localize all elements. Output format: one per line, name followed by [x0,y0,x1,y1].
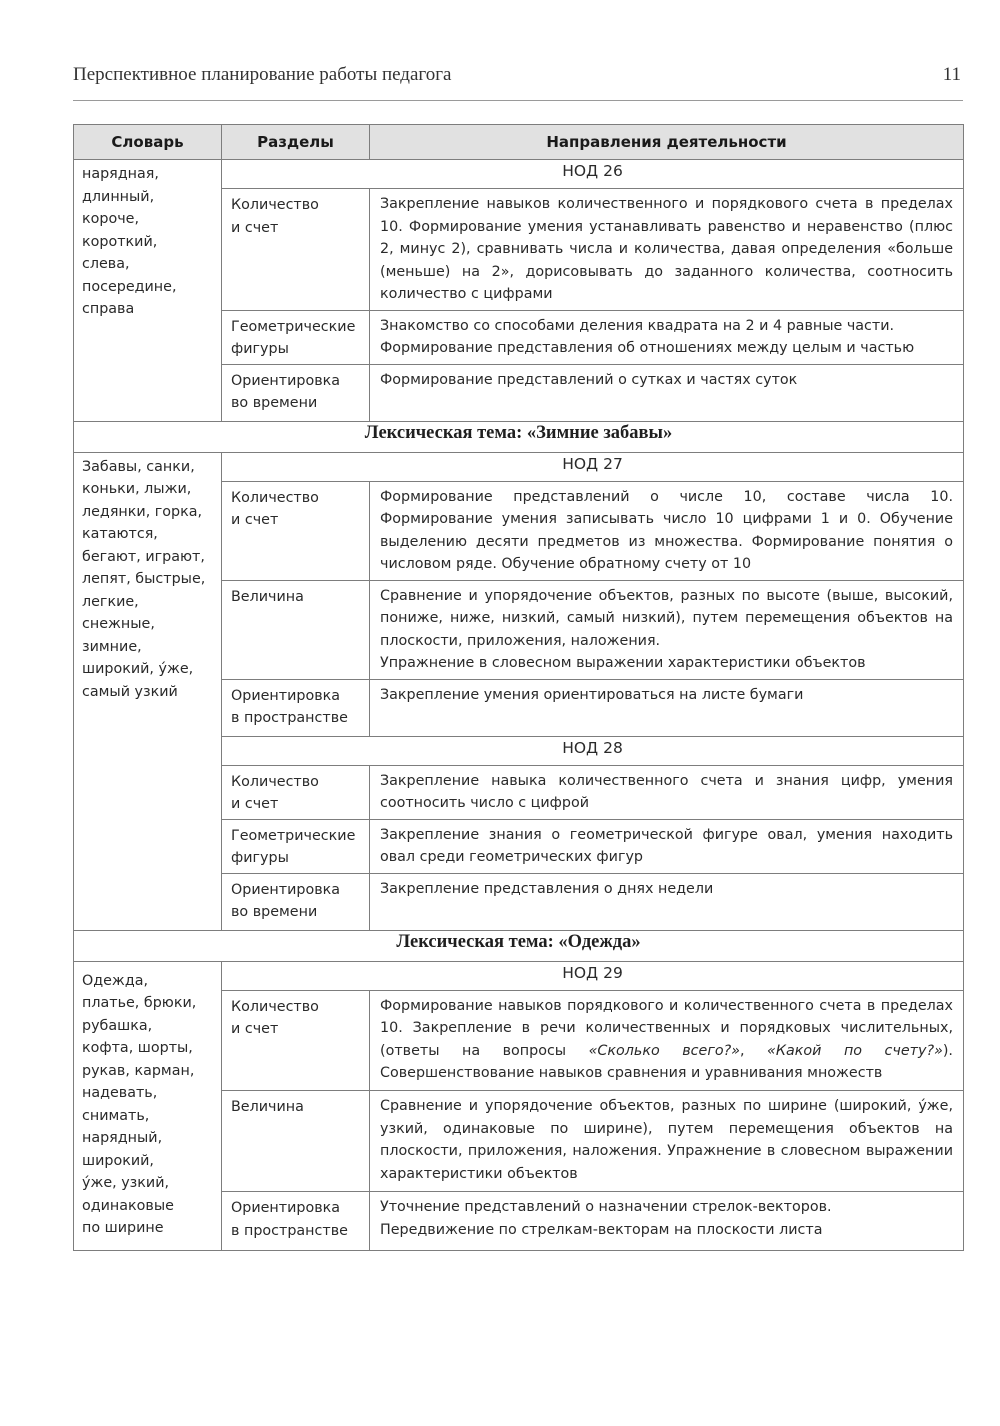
section-cell [222,1091,370,1192]
section-cell [222,873,370,930]
vocab-line: кофта, шорты, [82,1040,193,1056]
section-label: Количество [231,489,319,506]
vocab-line: снимать, [82,1107,150,1124]
vocab-line: самый узкий [82,683,178,700]
vocab-line: у́же, узкий, [82,1175,170,1191]
activity-cell [370,364,964,421]
activity-question: «Сколько всего?» [588,1042,740,1059]
activity-cell [370,873,964,930]
activity-text: Закрепление навыков количественного и порядкового счета в пределах 10. Формирование умения устанавливать равенство и неравенство (плюс 2, минус 2), сравнивать числа и количества, давая определения «больше (меньше) на 2», дорисовывать до заданного количества, соотносить количество с цифрами [380,196,953,302]
vocab-line: слева, [82,256,130,272]
vocab-line: рукав, карман, [82,1062,195,1079]
nod-label: НОД 28 [222,736,964,765]
activity-text: Формирование представлений о сутках и частях суток [380,371,798,388]
activity-text: Знакомство со способами деления квадрата на 2 и 4 равные части. [380,317,895,334]
nod-label: НОД 26 [222,160,964,189]
nod-label: НОД 27 [222,452,964,481]
vocab-line: Забавы, санки, [82,458,195,475]
theme-row [74,930,964,961]
vocab-line: надевать, [82,1085,158,1101]
vocab-line: короткий, [82,233,158,250]
activity-cell [370,990,964,1091]
vocab-line: по ширине [82,1220,164,1236]
vocab-line: снежные, [82,616,155,632]
section-label: Геометрические [231,827,356,844]
vocab-line: легкие, [82,593,139,610]
activity-text: Сравнение и упорядочение объектов, разных по ширине (широкий, у́же, узкий, одинаковые по ширине), путем перемещения объектов на плоскости, приложения, наложения. Упражнение в словесном выражении характеристики объектов [380,1098,953,1182]
vocab-line: катаются, [82,526,158,542]
section-label: Ориентировка [231,372,341,389]
vocab-line: посередине, [82,278,177,295]
vocab-line: коньки, лыжи, [82,481,192,497]
activity-text: Упражнение в словесном выражении характеристики объектов [380,655,866,671]
nod-row [74,961,964,990]
vocab-line: нарядная, [82,166,159,182]
vocab-line: Одежда, [82,972,149,989]
vocab-line: нарядный, [82,1130,163,1146]
activity-text: , [740,1042,768,1059]
section-label: Количество [231,773,319,790]
section-cell [222,364,370,421]
section-label: фигуры [231,850,289,866]
section-cell [222,481,370,580]
section-cell [222,679,370,736]
activity-question: «Какой по счету?» [767,1042,943,1059]
section-cell [222,990,370,1091]
vocab-line: широкий, [82,1152,154,1169]
vocab-line: широкий, у́же, [82,661,194,677]
activity-cell [370,679,964,736]
vocab-line: одинаковые [82,1197,174,1214]
activity-cell [370,765,964,819]
vocabulary-cell [74,961,222,1250]
nod-row [74,160,964,189]
vocab-line: платье, брюки, [82,995,197,1011]
section-cell [222,765,370,819]
activity-text: Закрепление знания о геометрической фигуре овал, умения находить овал среди геометрических фигур [380,826,953,865]
activity-text: Формирование представления об отношениях между целым и частью [380,340,915,356]
column-header-directions: Направления деятельности [370,125,964,160]
activity-text: Закрепление навыка количественного счета и знания цифр, умения соотносить число с цифрой [380,772,953,811]
page-number: 11 [942,64,961,85]
table-header-row [74,125,964,160]
running-head [73,60,963,101]
vocab-line: короче, [82,211,139,227]
section-label: и счет [231,1021,279,1037]
section-label: в пространстве [231,710,348,726]
vocab-line: ледянки, горка, [82,503,203,520]
section-cell [222,580,370,679]
section-cell [222,189,370,311]
activity-cell [370,310,964,364]
activity-text: Закрепление умения ориентироваться на листе бумаги [380,686,804,703]
activity-text: Формирование навыков порядкового и количественного счета в пределах 10. Закрепление в речи количественных и порядковых числительных, (ответы на вопросы [380,997,953,1059]
section-cell [222,819,370,873]
section-cell [222,310,370,364]
vocab-line: бегают, играют, [82,548,205,565]
activity-text: Сравнение и упорядочение объектов, разных по высоте (выше, высокий, пониже, ниже, низкий, самый низкий), путем перемещения объектов на плоскости, приложения, наложения. [380,587,953,649]
column-header-sections: Разделы [222,125,370,160]
running-head-title: Перспективное планирование работы педагога [73,64,452,85]
activity-cell [370,481,964,580]
activity-text: Уточнение представлений о назначении стрелок-векторов. [380,1199,832,1216]
vocab-line: справа [82,301,135,317]
activity-text: Передвижение по стрелкам-векторам на плоскости листа [380,1221,823,1238]
section-label: и счет [231,796,279,812]
section-label: Величина [231,1099,304,1116]
vocab-line: рубашка, [82,1017,153,1034]
section-label: Ориентировка [231,687,341,704]
section-label: Геометрические [231,318,356,335]
activity-cell [370,580,964,679]
section-label: и счет [231,219,279,236]
section-label: в пространстве [231,1222,348,1239]
activity-cell [370,819,964,873]
theme-row [74,421,964,452]
vocabulary-cell [74,452,222,930]
lexical-theme-heading: Лексическая тема: «Зимние забавы» [74,421,964,452]
nod-row [74,452,964,481]
nod-label: НОД 29 [222,961,964,990]
section-label: фигуры [231,341,289,357]
activity-text: ). Совершенствование навыков сравнения и уравнивания множеств [380,1042,953,1081]
section-label: Величина [231,588,304,605]
section-label: во времени [231,395,318,411]
activity-cell [370,189,964,311]
lexical-theme-heading: Лексическая тема: «Одежда» [74,930,964,961]
activity-text: Закрепление представления о днях недели [380,880,714,897]
section-label: Количество [231,197,319,213]
section-label: Количество [231,998,319,1015]
section-label: Ориентировка [231,881,341,898]
planning-table [73,124,964,1251]
vocab-line: лепят, быстрые, [82,571,206,587]
vocab-line: зимние, [82,638,142,655]
section-label: во времени [231,904,318,920]
section-cell [222,1192,370,1250]
vocabulary-cell [74,160,222,422]
section-label: и счет [231,512,279,528]
column-header-vocabulary: Словарь [74,125,222,160]
activity-cell [370,1091,964,1192]
activity-text: Формирование представлений о числе 10, составе числа 10. Формирование умения записывать число 10 цифрами 1 и 0. Обучение выделению десяти предметов из множества. Формирование понятия о числовом ряде. Обучение обратному счету от 10 [380,488,953,572]
activity-cell [370,1192,964,1250]
vocab-line: длинный, [82,188,155,205]
section-label: Ориентировка [231,1200,341,1217]
